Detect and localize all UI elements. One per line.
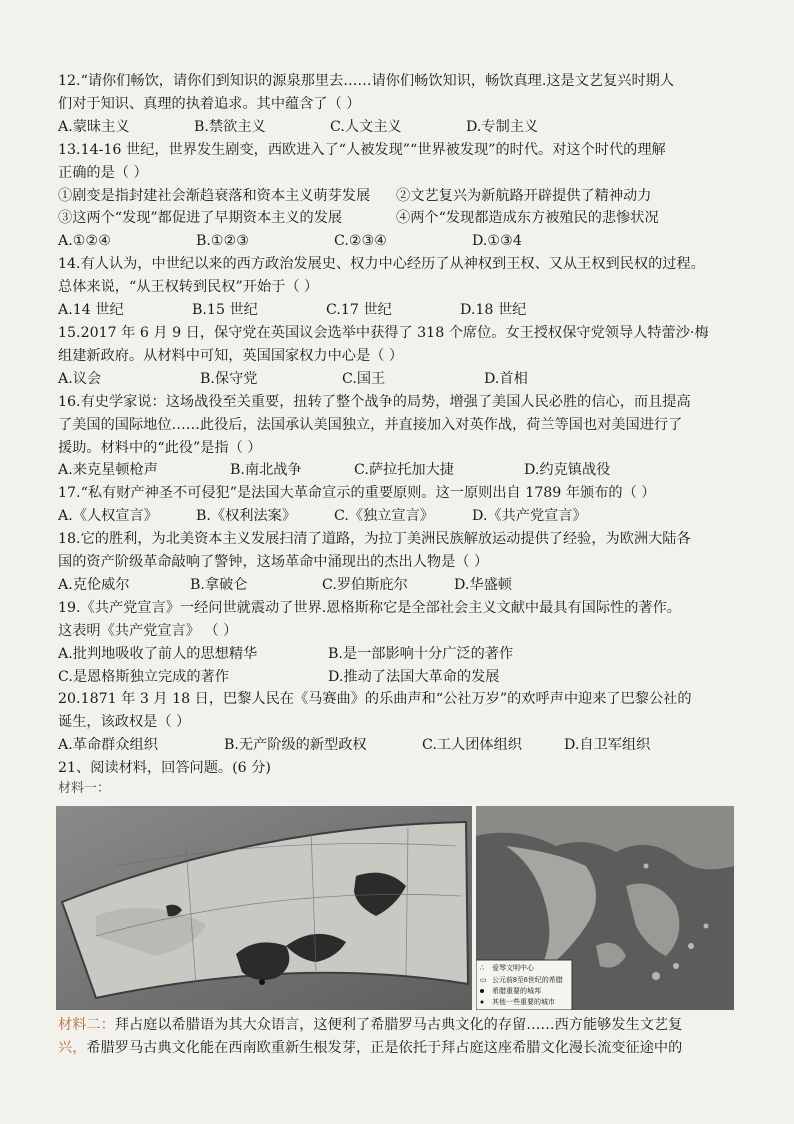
statement-3: ③这两个“发现”都促进了早期资本主义的发展 [58, 210, 343, 227]
option-d: D.自卫军组织 [564, 737, 651, 754]
question-text: 18.它的胜利，为北美资本主义发展扫清了道路，为拉丁美洲民族解放运动提供了经验，为欧洲大陆各 [58, 531, 691, 548]
question-text: 15.2017 年 6 月 9 日，保守党在英国议会选举中获得了 318 个席位。女王授权保守党领导人特蕾沙·梅 [58, 324, 709, 341]
statement-2: ②文艺复兴为新航路开辟提供了精神动力 [396, 187, 652, 204]
legend-sym-2: ▭ [480, 977, 487, 984]
option-a: A.蒙昧主义 [58, 118, 130, 135]
question-text: 诞生，该政权是（ ） [58, 714, 191, 731]
option-c: C.国王 [342, 370, 386, 387]
question-text: 们对于知识、真理的执着追求。其中蕴含了（ ） [58, 95, 361, 112]
statement-1: ①剧变是指封建社会渐趋衰落和资本主义萌芽发展 [58, 187, 371, 204]
option-c: C.17 世纪 [326, 302, 392, 319]
option-d: D.约克镇战役 [524, 462, 611, 479]
question-text: 组建新政府。从材料中可知，英国国家权力中心是（ ） [58, 347, 404, 364]
option-b: B.是一部影响十分广泛的著作 [328, 645, 514, 662]
material-one-maps [56, 806, 734, 1010]
material-label: 材料一： [58, 781, 111, 797]
material-two-line [58, 1037, 748, 1060]
options-row [58, 116, 748, 139]
options-row [58, 368, 748, 391]
option-b: B.15 世纪 [192, 302, 258, 319]
statement-4: ④两个“发现都造成东方被殖民的悲惨状况 [396, 210, 659, 227]
options-row [58, 574, 748, 597]
question-12 [58, 70, 748, 139]
option-d: D.《共产党宣言》 [472, 508, 587, 525]
question-15 [58, 322, 748, 391]
map-image-right [476, 806, 734, 1010]
option-a: A.议会 [58, 370, 102, 387]
material-two [58, 1014, 748, 1060]
question-text: 这表明《共产党宣言》 （ ） [58, 622, 238, 639]
question-14 [58, 253, 748, 322]
question-21 [58, 757, 748, 798]
options-row [58, 459, 748, 482]
question-17 [58, 482, 748, 528]
option-c: C.②③④ [334, 233, 388, 250]
question-text: 13.14-16 世纪，世界发生剧变，西欧进入了“人被发现”“世界被发现”的时代。对这个时代的理解 [58, 141, 666, 158]
legend-item-2: 公元前8至6世纪的希腊 [492, 977, 563, 984]
option-a: A.来克星顿枪声 [58, 462, 158, 479]
question-text: 总体来说，“从王权转到民权”开始于（ ） [58, 279, 319, 296]
question-text: 16.有史学家说：这场战役至关重要，扭转了整个战争的局势，增强了美国人民必胜的信心，而且提高 [58, 393, 691, 410]
question-text: 21、阅读材料，回答问题。(6 分) [58, 760, 271, 777]
option-a: A.批判地吸收了前人的思想精华 [58, 645, 258, 662]
legend-item-1: 爱琴文明中心 [492, 965, 534, 972]
question-text: 14.有人认为，中世纪以来的西方政治发展史、权力中心经历了从神权到王权、又从王权到民权的过程。 [58, 256, 705, 273]
options-row [58, 230, 748, 253]
map-left-svg [56, 806, 472, 1010]
material-text: 拜占庭以希腊语为其大众语言，这便利了希腊罗马古典文化的存留……西方能够发生文艺复 [114, 1017, 683, 1033]
option-d: D.①③4 [472, 233, 522, 250]
option-c: C.罗伯斯庇尔 [322, 576, 408, 593]
question-list [58, 70, 748, 798]
option-a: A.14 世纪 [58, 302, 124, 319]
legend-sym-1: ∴ [480, 965, 485, 972]
options-row [58, 299, 748, 322]
option-a: A.克伦威尔 [58, 576, 130, 593]
legend-item-3: 希腊重要的城邦 [492, 988, 541, 995]
question-text: 20.1871 年 3 月 18 日，巴黎人民在《马赛曲》的乐曲声和“公社万岁”的欢呼声中迎来了巴黎公社的 [58, 691, 692, 708]
material-two-line [58, 1014, 748, 1037]
option-c: C.人文主义 [330, 118, 402, 135]
question-text: 国的资产阶级革命敲响了警钟，这场革命中涌现出的杰出人物是（ ） [58, 554, 489, 571]
option-b: B.保守党 [200, 370, 258, 387]
question-20 [58, 688, 748, 757]
question-text: 援助。材料中的“此役”是指（ ） [58, 439, 262, 456]
question-16 [58, 391, 748, 483]
option-b: B.拿破仑 [190, 576, 248, 593]
map-image-left [56, 806, 472, 1010]
option-b: B.《权利法案》 [196, 508, 297, 525]
statements-row [58, 207, 748, 230]
option-a: A.革命群众组织 [58, 737, 158, 754]
material-text: 希腊罗马古典文化能在西南欧重新生根发芽，正是依托于拜占庭这座希腊文化漫长流变征途中的 [86, 1040, 683, 1056]
material-label: 材料二： [58, 1017, 115, 1033]
question-text: 12.“请你们畅饮，请你们到知识的源泉那里去……请你们畅饮知识，畅饮真理.这是文艺复兴时期人 [58, 73, 675, 89]
question-13 [58, 139, 748, 254]
option-c: C.工人团体组织 [422, 737, 522, 754]
option-b: B.南北战争 [230, 462, 302, 479]
options-row [58, 734, 748, 757]
option-c: C.是恩格斯独立完成的著作 [58, 668, 229, 685]
option-b: B.禁欲主义 [194, 118, 266, 135]
option-b: B.无产阶级的新型政权 [224, 737, 367, 754]
option-d: D.推动了法国大革命的发展 [328, 668, 500, 685]
question-text: 17.“私有财产神圣不可侵犯”是法国大革命宣示的重要原则。这一原则出自 1789 年颁布的（ ） [58, 485, 656, 502]
option-d: D.专制主义 [466, 118, 539, 135]
statements-row [58, 185, 748, 208]
question-19 [58, 597, 748, 689]
option-d: D.18 世纪 [460, 302, 527, 319]
option-a: A.①②④ [58, 233, 111, 250]
options-row [58, 666, 748, 689]
question-text: 了美国的国际地位……此役后，法国承认美国独立，并直接加入对英作战，荷兰等国也对美国进行了 [58, 416, 683, 433]
option-c: C.萨拉托加大捷 [354, 462, 454, 479]
options-row [58, 505, 748, 528]
question-18 [58, 528, 748, 597]
option-b: B.①②③ [196, 233, 250, 250]
map-right-svg [476, 806, 734, 1010]
question-text: 19.《共产党宣言》一经问世就震动了世界.恩格斯称它是全部社会主义文献中最具有国际性的著作。 [58, 599, 681, 616]
option-d: D.华盛顿 [454, 576, 512, 593]
options-row [58, 643, 748, 666]
option-c: C.《独立宣言》 [334, 508, 434, 525]
material-text: 兴， [58, 1040, 87, 1056]
question-text: 正确的是（ ） [58, 164, 148, 181]
legend-item-4: 其他一些重要的城市 [492, 999, 555, 1006]
option-d: D.首相 [484, 370, 528, 387]
option-a: A.《人权宣言》 [58, 508, 158, 525]
